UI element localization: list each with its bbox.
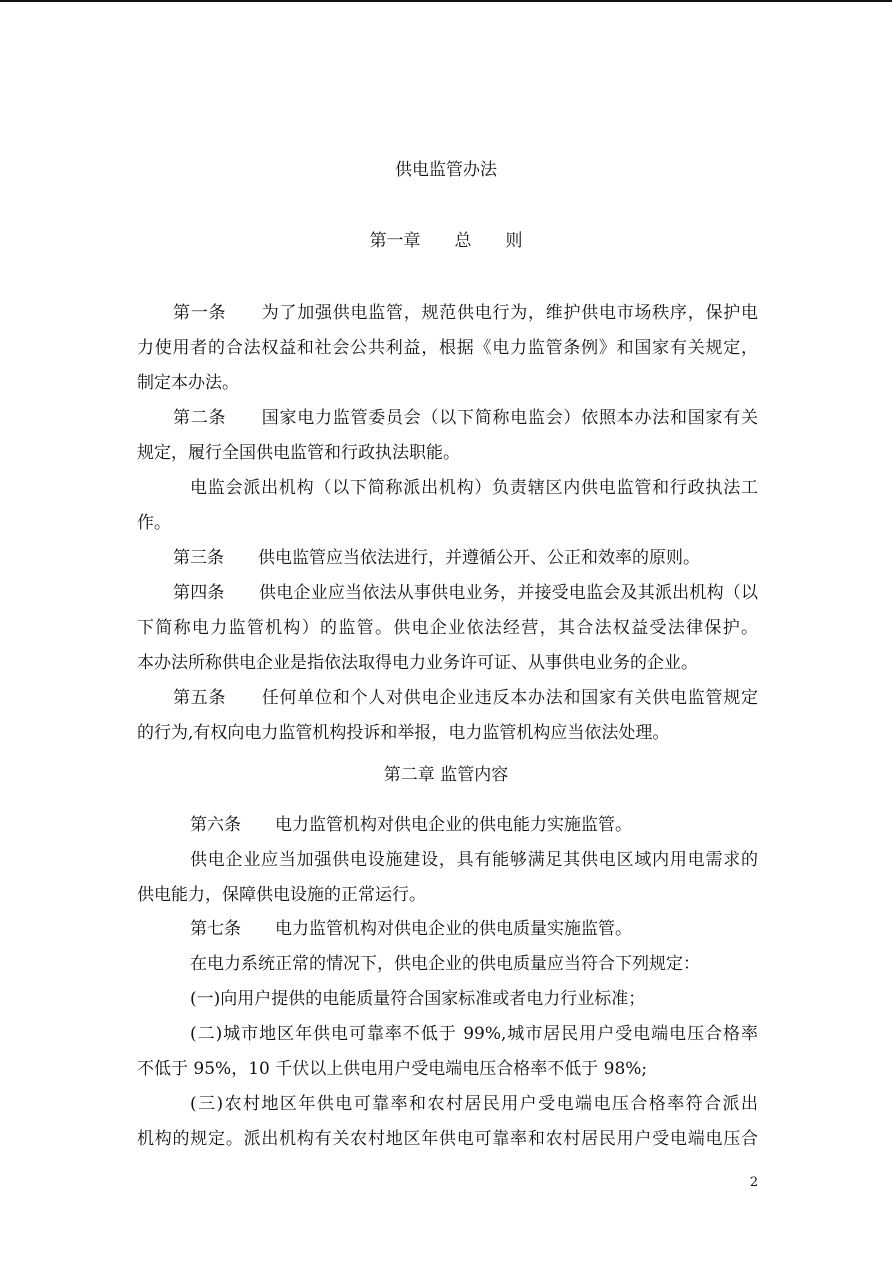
article-2-para-2-line-1: 电监会派出机构（以下简称派出机构）负责辖区内供电监管和行政执法工 (190, 478, 758, 498)
article-2-line-2: 规定，履行全国供电监管和行政执法职能。 (137, 443, 460, 463)
chapter-heading-1: 第一章 总 则 (369, 231, 523, 251)
article-5-line-2: 的行为,有权向电力监管机构投诉和举报，电力监管机构应当依法处理。 (137, 723, 670, 743)
article-1-line-3: 制定本办法。 (137, 373, 239, 393)
article-7-item-3-line-1: (三)农村地区年供电可靠率和农村居民用户受电端电压合格率符合派出 (190, 1094, 758, 1114)
article-7: 第七条 电力监管机构对供电企业的供电质量实施监管。 (190, 919, 632, 939)
article-7-item-2-line-1: (二)城市地区年供电可靠率不低于 99%,城市居民用户受电端电压合格率 (190, 1024, 758, 1044)
document-title: 供电监管办法 (395, 160, 497, 180)
article-6: 第六条 电力监管机构对供电企业的供电能力实施监管。 (190, 815, 632, 835)
article-2-para-2-line-2: 作。 (137, 513, 171, 533)
article-4-line-2: 下简称电力监管机构）的监管。供电企业依法经营，其合法权益受法律保护。 (137, 618, 758, 638)
page-number: 2 (749, 1175, 759, 1190)
article-6-para-2-line-2: 供电能力，保障供电设施的正常运行。 (137, 885, 426, 905)
article-4-line-1: 第四条 供电企业应当依法从事供电业务，并接受电监会及其派出机构（以 (173, 583, 758, 603)
article-1-line-2: 力使用者的合法权益和社会公共利益，根据《电力监管条例》和国家有关规定， (137, 338, 758, 358)
article-7-item-2-line-2: 不低于 95%，10 千伏以上供电用户受电端电压合格率不低于 98%; (137, 1059, 648, 1079)
article-7-para-2: 在电力系统正常的情况下，供电企业的供电质量应当符合下列规定： (190, 954, 700, 974)
article-3: 第三条 供电监管应当依法进行，并遵循公开、公正和效率的原则。 (173, 548, 700, 568)
article-7-item-3-line-2: 机构的规定。派出机构有关农村地区年供电可靠率和农村居民用户受电端电压合 (137, 1129, 758, 1149)
article-5-line-1: 第五条 任何单位和个人对供电企业违反本办法和国家有关供电监管规定 (173, 688, 758, 708)
article-1-line-1: 第一条 为了加强供电监管，规范供电行为，维护供电市场秩序，保护电 (173, 303, 758, 323)
chapter-heading-2: 第二章 监管内容 (383, 765, 509, 785)
article-4-line-3: 本办法所称供电企业是指依法取得电力业务许可证、从事供电业务的企业。 (137, 653, 698, 673)
article-6-para-2-line-1: 供电企业应当加强供电设施建设，具有能够满足其供电区域内用电需求的 (190, 850, 758, 870)
article-7-item-1: (一)向用户提供的电能质量符合国家标准或者电力行业标准； (190, 989, 646, 1009)
article-2-line-1: 第二条 国家电力监管委员会（以下简称电监会）依照本办法和国家有关 (173, 408, 758, 428)
